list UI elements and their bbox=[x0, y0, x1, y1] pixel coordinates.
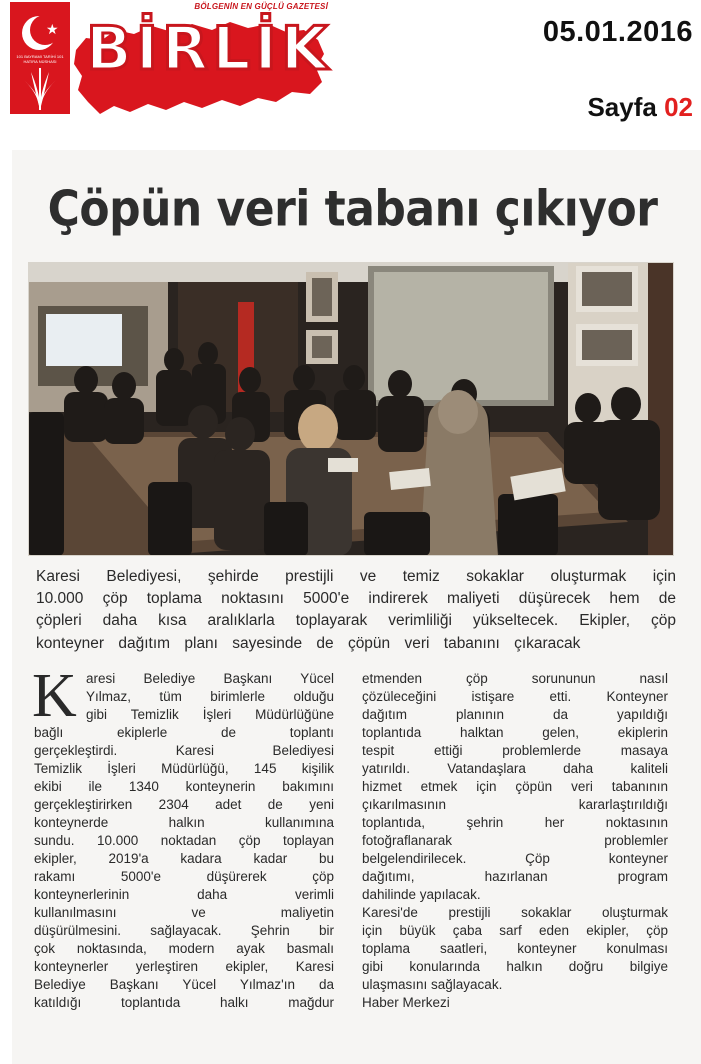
body-line: dağıtım planının da yapıldığı bbox=[362, 707, 668, 722]
masthead-tagline: BÖLGENİN EN GÜÇLÜ GAZETESİ bbox=[194, 2, 328, 11]
issue-date: 05.01.2016 bbox=[542, 16, 693, 48]
body-line: konteynerde halkın kullanımına bbox=[34, 815, 334, 830]
lead-line: Karesi Belediyesi, şehirde prestijli ve temiz sokaklar oluşturmak için bbox=[36, 568, 676, 585]
page-label-text: Sayfa bbox=[587, 92, 657, 122]
masthead bbox=[0, 0, 701, 150]
body-line: düşürülmesini. sağlayacak. Şehrin bir bbox=[34, 923, 334, 938]
body-line: Temizlik İşleri Müdürlüğü, 145 kişilik bbox=[34, 761, 334, 776]
body-line: Yılmaz, tüm birimlerle olduğu bbox=[86, 689, 334, 704]
lead-line: 10.000 çöp toplama noktasını 5000'e indirerek maliyeti düşürecek hem de bbox=[36, 590, 676, 608]
body-line: hizmet etmek için çöpün veri tabanının bbox=[362, 779, 668, 794]
body-line: çok noktasında, modern ayak basmalı bbox=[34, 941, 334, 956]
body-line: Karesi'de prestijli sokaklar oluşturmak bbox=[362, 905, 668, 920]
body-line: yatırıldı. Vatandaşlara daha kaliteli bbox=[362, 761, 668, 776]
body-line: toplantıda, şehrin her noktasının bbox=[362, 815, 668, 830]
newspaper-logo: BİRLİK bbox=[86, 14, 332, 84]
flag-small-text: 101 BAYRAMI TARİHİ 101 HATIRA NÜSHASI bbox=[16, 54, 64, 64]
body-line: gerçekleştirdi. Karesi Belediyesi bbox=[34, 743, 334, 758]
body-line: aresi Belediye Başkanı Yücel bbox=[86, 671, 334, 686]
article-column-right bbox=[362, 670, 668, 1012]
body-line: konteynerler yerleştiren ekipler, Karesi bbox=[34, 959, 334, 974]
body-line: etmenden çöp sorununun nasıl bbox=[362, 671, 668, 686]
body-line: gibi Temizlik İşleri Müdürlüğüne bbox=[86, 707, 334, 722]
body-line: toplama saatleri, konteyner konulması bbox=[362, 941, 668, 956]
body-line: konteynerlerinin daha verimli bbox=[34, 887, 334, 902]
body-line: sundu. 10.000 noktadan çöp toplayan bbox=[34, 833, 334, 848]
body-line: dahilinde yapılacak. bbox=[362, 887, 481, 902]
body-line: katıldığı toplantıda halkı mağdur bbox=[34, 995, 334, 1010]
page-indicator bbox=[587, 92, 693, 123]
author-credit: Haber Merkezi bbox=[362, 995, 450, 1010]
page-number: 02 bbox=[664, 92, 693, 122]
body-line: ekipler, 2019'a kadara kadar bu bbox=[34, 851, 334, 866]
lead-line: konteyner dağıtım planı sayesinde de çöpün veri tabanını çıkaracak bbox=[36, 634, 581, 652]
drop-cap: K bbox=[32, 662, 77, 730]
body-line: dağıtımı, hazırlanan program bbox=[362, 869, 668, 884]
body-line: çözüleceğini istişare etti. Konteyner bbox=[362, 689, 668, 704]
body-line: belgelendirilecek. Çöp konteyner bbox=[362, 851, 668, 866]
body-line: bağlı ekiplerle de toplantı bbox=[34, 725, 334, 740]
body-line: gibi konularında halkın doğru bilgiye bbox=[362, 959, 668, 974]
lead-line: çöpleri daha kısa aralıklarla toplayarak verimliliği yükseltecek. Ekipler, çöp bbox=[36, 612, 676, 630]
body-line: fotoğraflanarak problemler bbox=[362, 833, 668, 848]
body-line: için büyük çaba sarf eden ekipler, çöp bbox=[362, 923, 668, 938]
article-column-left bbox=[32, 662, 334, 1012]
meeting-photo bbox=[28, 262, 674, 556]
body-line: toplantıda halktan gelen, ekiplerin bbox=[362, 725, 668, 740]
article-headline: Çöpün veri tabanı çıkıyor bbox=[47, 180, 658, 238]
body-line: tespit ettiği problemlerde masaya bbox=[362, 743, 668, 758]
body-line: gerçekleştirirken 2304 adet de yeni bbox=[34, 797, 334, 812]
body-line: ekibi ile 1340 konteynerin bakımını bbox=[34, 779, 334, 794]
body-line: Belediye Başkanı Yücel Yılmaz'ın da bbox=[34, 977, 334, 992]
body-line: kullanılmasını ve maliyetin bbox=[34, 905, 334, 920]
body-line: çıkarılmasının kararlaştırıldığı bbox=[362, 797, 668, 812]
article-lead bbox=[36, 566, 676, 655]
flag-emblem bbox=[10, 2, 70, 114]
body-line: ulaşmasını sağlayacak. bbox=[362, 977, 503, 992]
star-icon: ★ bbox=[46, 21, 59, 37]
wheat-icon bbox=[18, 66, 62, 110]
body-line: rakamı 5000'e düşürerek çöp bbox=[34, 869, 334, 884]
